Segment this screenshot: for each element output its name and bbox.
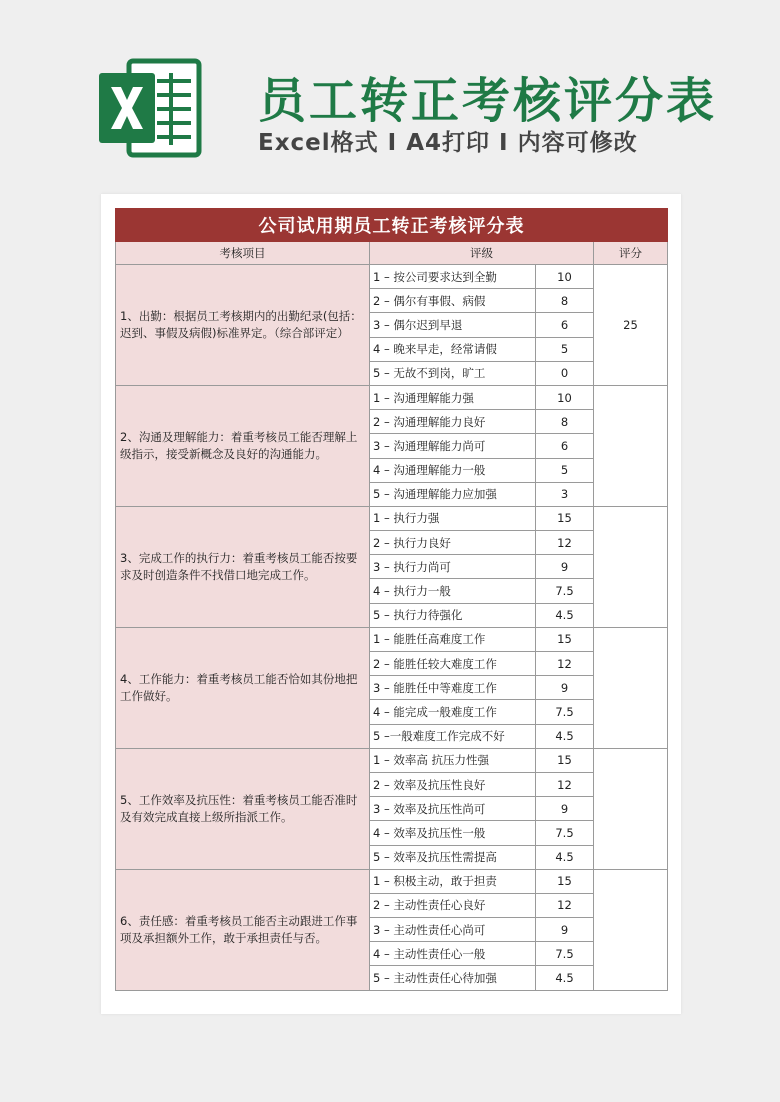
level-description-cell[interactable]: 2 – 偶尔有事假、病假 [370,289,536,313]
level-points-cell[interactable]: 9 [536,797,594,821]
level-points-cell[interactable]: 9 [536,555,594,579]
page-title: 员工转正考核评分表 [258,73,718,129]
score-input-cell[interactable] [594,506,668,627]
level-description-cell[interactable]: 4 – 晚来早走，经常请假 [370,337,536,361]
level-description-cell[interactable]: 1 – 沟通理解能力强 [370,385,536,409]
level-description-cell[interactable]: 1 – 能胜任高难度工作 [370,627,536,651]
assessment-item-cell[interactable]: 6、责任感：着重考核员工能否主动跟进工作事项及承担额外工作，敢于承担责任与否。 [116,869,370,990]
assessment-item-cell[interactable]: 2、沟通及理解能力：着重考核员工能否理解上级指示，接受新概念及良好的沟通能力。 [116,385,370,506]
level-points-cell[interactable]: 15 [536,869,594,893]
level-points-cell[interactable]: 12 [536,531,594,555]
level-description-cell[interactable]: 1 – 积极主动，敢于担责 [370,869,536,893]
level-points-cell[interactable]: 10 [536,385,594,409]
spreadsheet-card [101,194,681,1014]
col-header-level: 评级 [370,242,594,265]
table-row [116,627,668,651]
level-description-cell[interactable]: 2 – 执行力良好 [370,531,536,555]
level-points-cell[interactable]: 9 [536,676,594,700]
col-header-item: 考核项目 [116,242,370,265]
level-points-cell[interactable]: 6 [536,434,594,458]
level-description-cell[interactable]: 4 – 主动性责任心一般 [370,942,536,966]
level-description-cell[interactable]: 4 – 效率及抗压性一般 [370,821,536,845]
excel-icon [95,55,205,161]
level-description-cell[interactable]: 4 – 执行力一般 [370,579,536,603]
col-header-score: 评分 [594,242,668,265]
score-input-cell[interactable] [594,385,668,506]
level-points-cell[interactable]: 4.5 [536,603,594,627]
level-points-cell[interactable]: 8 [536,289,594,313]
level-description-cell[interactable]: 2 – 效率及抗压性良好 [370,772,536,796]
level-description-cell[interactable]: 2 – 主动性责任心良好 [370,893,536,917]
level-points-cell[interactable]: 9 [536,918,594,942]
level-description-cell[interactable]: 3 – 沟通理解能力尚可 [370,434,536,458]
level-description-cell[interactable]: 3 – 效率及抗压性尚可 [370,797,536,821]
score-table [115,208,668,991]
level-points-cell[interactable]: 3 [536,482,594,506]
level-points-cell[interactable]: 4.5 [536,966,594,990]
level-description-cell[interactable]: 4 – 能完成一般难度工作 [370,700,536,724]
level-points-cell[interactable]: 0 [536,361,594,385]
level-points-cell[interactable]: 7.5 [536,700,594,724]
score-input-cell[interactable]: 25 [594,265,668,386]
level-description-cell[interactable]: 5 – 效率及抗压性需提高 [370,845,536,869]
level-points-cell[interactable]: 10 [536,265,594,289]
level-points-cell[interactable]: 15 [536,506,594,530]
level-description-cell[interactable]: 3 – 偶尔迟到早退 [370,313,536,337]
assessment-item-cell[interactable]: 1、出勤：根据员工考核期内的出勤纪录(包括：迟到、事假及病假)标准界定。（综合部评定） [116,265,370,386]
level-points-cell[interactable]: 15 [536,748,594,772]
level-description-cell[interactable]: 3 – 执行力尚可 [370,555,536,579]
level-description-cell[interactable]: 2 – 沟通理解能力良好 [370,410,536,434]
table-row [116,869,668,893]
assessment-item-cell[interactable]: 3、完成工作的执行力：着重考核员工能否按要求及时创造条件不找借口地完成工作。 [116,506,370,627]
sheet-title: 公司试用期员工转正考核评分表 [116,209,668,242]
level-points-cell[interactable]: 6 [536,313,594,337]
banner [0,0,780,190]
table-row [116,748,668,772]
score-input-cell[interactable] [594,627,668,748]
level-description-cell[interactable]: 1 – 执行力强 [370,506,536,530]
level-points-cell[interactable]: 15 [536,627,594,651]
level-description-cell[interactable]: 5 –一般难度工作完成不好 [370,724,536,748]
level-description-cell[interactable]: 3 – 能胜任中等难度工作 [370,676,536,700]
level-points-cell[interactable]: 7.5 [536,942,594,966]
level-points-cell[interactable]: 12 [536,652,594,676]
level-description-cell[interactable]: 5 – 主动性责任心待加强 [370,966,536,990]
assessment-item-cell[interactable]: 4、工作能力：着重考核员工能否恰如其份地把工作做好。 [116,627,370,748]
level-points-cell[interactable]: 12 [536,893,594,917]
score-input-cell[interactable] [594,869,668,990]
level-points-cell[interactable]: 8 [536,410,594,434]
level-points-cell[interactable]: 4.5 [536,845,594,869]
level-points-cell[interactable]: 12 [536,772,594,796]
assessment-item-cell[interactable]: 5、工作效率及抗压性：着重考核员工能否准时及有效完成直接上级所指派工作。 [116,748,370,869]
table-row [116,265,668,289]
page-subtitle: Excel格式 I A4打印 I 内容可修改 [258,130,638,156]
level-points-cell[interactable]: 5 [536,337,594,361]
level-description-cell[interactable]: 4 – 沟通理解能力一般 [370,458,536,482]
table-row [116,385,668,409]
level-description-cell[interactable]: 5 – 沟通理解能力应加强 [370,482,536,506]
level-points-cell[interactable]: 4.5 [536,724,594,748]
level-points-cell[interactable]: 7.5 [536,821,594,845]
level-points-cell[interactable]: 5 [536,458,594,482]
level-description-cell[interactable]: 5 – 无故不到岗，旷工 [370,361,536,385]
level-description-cell[interactable]: 1 – 按公司要求达到全勤 [370,265,536,289]
level-points-cell[interactable]: 7.5 [536,579,594,603]
level-description-cell[interactable]: 3 – 主动性责任心尚可 [370,918,536,942]
level-description-cell[interactable]: 2 – 能胜任较大难度工作 [370,652,536,676]
level-description-cell[interactable]: 5 – 执行力待强化 [370,603,536,627]
level-description-cell[interactable]: 1 – 效率高 抗压力性强 [370,748,536,772]
table-row [116,506,668,530]
score-input-cell[interactable] [594,748,668,869]
